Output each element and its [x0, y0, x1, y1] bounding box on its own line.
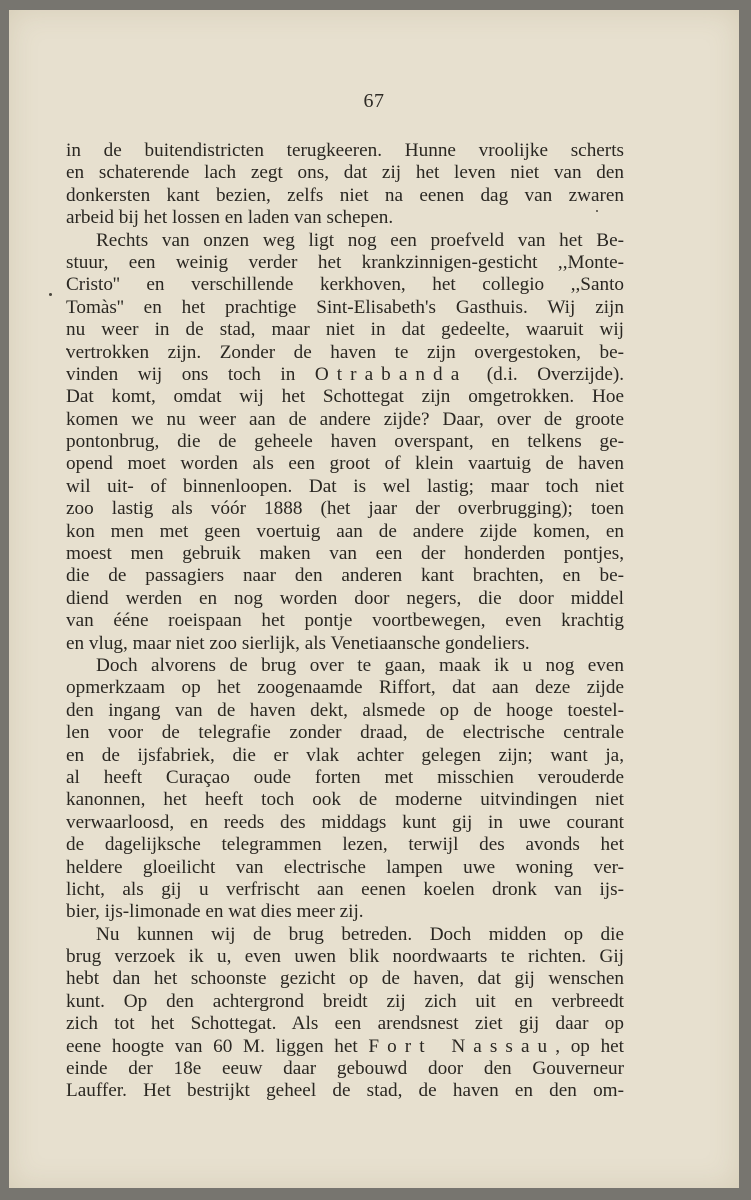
text-line: diend werden en nog worden door negers, die door middel	[66, 587, 624, 609]
text-line: die de passagiers naar den anderen kant brachten, en be-	[66, 565, 624, 587]
text-line: Tomàs'' en het prachtige Sint-Elisabeth's Gasthuis. Wij zijn	[66, 296, 624, 318]
text-line: de dagelijksche telegrammen lezen, terwijl des avonds het	[66, 834, 624, 856]
text-line: Doch alvorens de brug over te gaan, maak ik u nog even	[96, 654, 624, 676]
text-segment: eene hoogte van 60 M. liggen het	[66, 1035, 358, 1057]
text-line: einde der 18e eeuw daar gebouwd door den Gouverneur	[66, 1058, 624, 1080]
text-line: kon men met geen voertuig aan de andere zijde komen, en	[66, 520, 624, 542]
margin-mark	[49, 293, 52, 296]
text-line: kunt. Op den achtergrond breidt zij zich uit en verbreedt	[66, 990, 624, 1012]
paragraph	[66, 655, 624, 924]
text-line: kanonnen, het heeft toch ook de moderne uitvindingen niet	[66, 789, 624, 811]
text-line: pontonbrug, die de geheele haven overspant, en telkens ge-	[66, 431, 624, 453]
text-line: en vlug, maar niet zoo sierlijk, als Venetiaansche gondeliers.	[66, 632, 530, 654]
text-line: in de buitendistricten terugkeeren. Hunne vroolijke scherts	[66, 140, 624, 161]
paragraph	[66, 140, 624, 230]
text-line: arbeid bij het lossen en laden van schepen.	[66, 207, 394, 229]
text-line: Nu kunnen wij de brug betreden. Doch midden op die	[96, 923, 624, 945]
text-line: nu weer in de stad, maar niet in dat gedeelte, waaruit wij	[66, 319, 624, 341]
text-line: Rechts van onzen weg ligt nog een proefveld van het Be-	[96, 229, 624, 251]
text-line: van ééne roeispaan het pontje voortbewegen, even krachtig	[66, 610, 624, 632]
text-line: wil uit- of binnenloopen. Dat is wel lastig; maar toch niet	[66, 475, 624, 497]
text-line	[66, 364, 624, 386]
text-line: hebt dan het schoonste gezicht op de haven, dat gij wenschen	[66, 968, 624, 990]
book-page	[9, 10, 739, 1188]
text-line: en schaterende lach zegt ons, dat zij het leven niet van den	[66, 162, 624, 184]
text-line: zich tot het Schottegat. Als een arendsnest ziet gij daar op	[66, 1013, 624, 1035]
place-name-spaced: Otrabanda	[314, 363, 468, 385]
text-line: opmerkzaam op het zoogenaamde Riffort, dat aan deze zijde	[66, 677, 624, 699]
text-line: Cristo'' en verschillende kerkhoven, het collegio ,,Santo	[66, 274, 624, 296]
text-line: den ingang van de haven dekt, alsmede op de hooge toestel-	[66, 699, 624, 721]
body-text	[66, 140, 624, 1103]
text-line: brug verzoek ik u, even uwen blik noordwaarts te richten. Gij	[66, 946, 624, 968]
text-line: al heeft Curaçao oude forten met misschien verouderde	[66, 766, 624, 788]
text-line: opend moet worden als een groot of klein vaartuig de haven	[66, 453, 624, 475]
text-line: en de ijsfabriek, die er vlak achter gelegen zijn; want ja,	[66, 744, 624, 766]
text-line: licht, als gij u verfrischt aan eenen koelen dronk van ijs-	[66, 878, 624, 900]
text-line: heldere gloeilicht van electrische lampen uwe woning ver-	[66, 856, 624, 878]
text-line: verwaarloosd, en reeds des middags kunt gij in uwe courant	[66, 811, 624, 833]
text-line: Lauffer. Het bestrijkt geheel de stad, de haven en den om-	[66, 1080, 624, 1102]
paragraph	[66, 924, 624, 1103]
text-line: bier, ijs-limonade en wat dies meer zij.	[66, 901, 364, 923]
text-line: zoo lastig als vóór 1888 (het jaar der overbrugging); toen	[66, 498, 624, 520]
place-name-spaced: Fort Nassau	[368, 1035, 556, 1057]
text-line: len voor de telegrafie zonder draad, de electrische centrale	[66, 722, 624, 744]
text-line: vertrokken zijn. Zonder de haven te zijn overgestoken, be-	[66, 341, 624, 363]
text-segment: , op het	[555, 1035, 625, 1057]
text-line: stuur, een weinig verder het krankzinnigen-gesticht ,,Monte-	[66, 251, 624, 273]
text-segment: vinden wij ons toch in	[66, 363, 296, 385]
page-number: 67	[363, 90, 385, 112]
text-line: moest men gebruik maken van een der honderden pontjes,	[66, 543, 624, 565]
text-line: komen we nu weer aan de andere zijde? Daar, over de groote	[66, 408, 624, 430]
text-segment: (d.i. Overzijde).	[486, 363, 625, 385]
paragraph	[66, 230, 624, 655]
text-line: Dat komt, omdat wij het Schottegat zijn omgetrokken. Hoe	[66, 386, 624, 408]
text-line	[66, 1036, 624, 1058]
text-line: donkersten kant bezien, zelfs niet na eenen dag van zwaren	[66, 184, 624, 206]
